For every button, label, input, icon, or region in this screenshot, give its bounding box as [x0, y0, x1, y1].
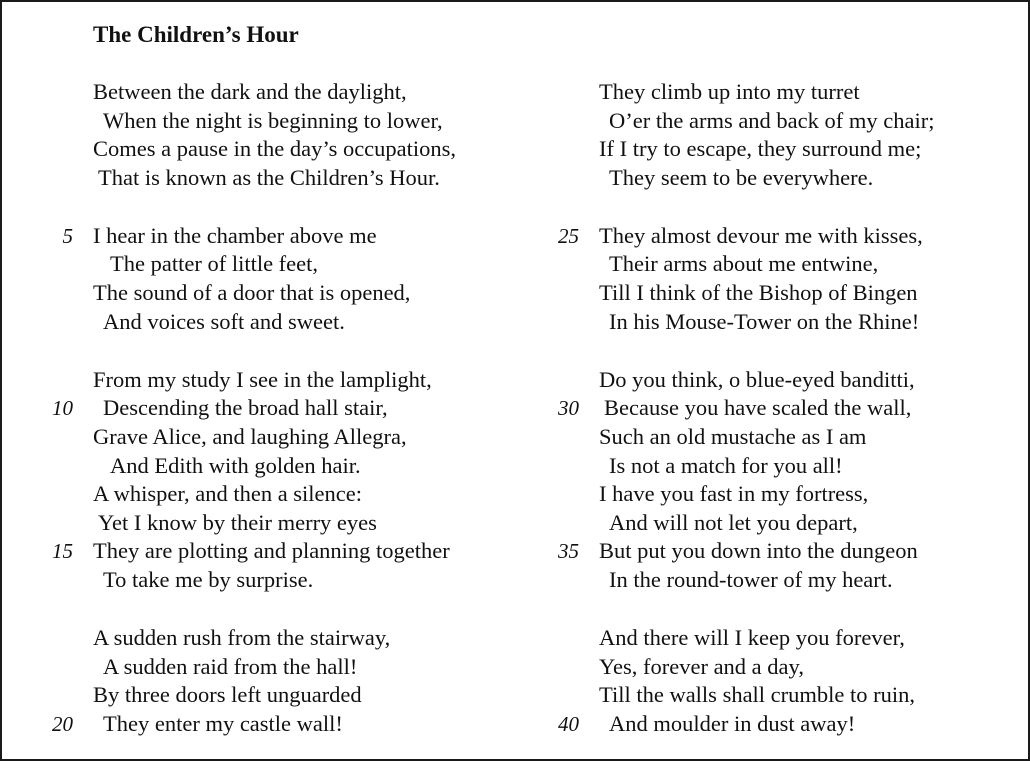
poem-line [558, 710, 935, 739]
line-text: Such an old mustache as I am [599, 423, 867, 449]
poem-line [52, 394, 456, 423]
poem-line [93, 423, 456, 452]
line-text: They are plotting and planning together [93, 538, 450, 564]
poem-title: The Children’s Hour [93, 22, 299, 47]
line-text: A sudden rush from the stairway, [93, 625, 391, 650]
line-text: By three doors left unguarded [93, 682, 362, 708]
poem-line [599, 308, 935, 337]
stanza [558, 624, 935, 738]
poem-line [93, 681, 456, 710]
poem-line [93, 653, 456, 682]
poem-line [558, 222, 935, 251]
line-text: The sound of a door that is opened, [93, 280, 411, 306]
poem-line [599, 566, 935, 595]
line-number: 25 [558, 223, 579, 248]
poem-line [599, 681, 935, 710]
line-number: 35 [558, 539, 579, 564]
line-text: Do you think, o blue-eyed banditti, [599, 366, 915, 392]
poem-line [93, 624, 456, 653]
stanza [599, 78, 935, 192]
poem-line [93, 480, 456, 509]
line-text: Is not a match for you all! [609, 452, 843, 478]
line-text: They seem to be everywhere. [609, 164, 874, 190]
poem-line [52, 537, 456, 566]
line-text: And moulder in dust away! [609, 710, 856, 736]
line-number: 15 [52, 539, 73, 564]
poem-line [93, 452, 456, 481]
poem-line [599, 366, 935, 395]
poem-line [93, 135, 456, 164]
stanza [93, 78, 456, 192]
line-text: Between the dark and the daylight, [93, 79, 407, 104]
line-number: 10 [52, 396, 73, 421]
line-text: And there will I keep you forever, [599, 625, 905, 650]
poem-line [599, 250, 935, 279]
poem-line [599, 423, 935, 452]
line-text: From my study I see in the lamplight, [93, 366, 432, 392]
line-text: Till I think of the Bishop of Bingen [599, 280, 918, 306]
poem-line [599, 653, 935, 682]
line-text: I hear in the chamber above me [93, 222, 377, 248]
poem-line [599, 135, 935, 164]
line-number: 40 [558, 711, 579, 736]
stanza [558, 222, 935, 336]
line-text: But put you down into the dungeon [599, 538, 918, 564]
line-text: In the round-tower of my heart. [609, 566, 893, 592]
line-text: That is known as the Children’s Hour. [98, 164, 440, 190]
line-text: They almost devour me with kisses, [599, 222, 923, 248]
left-column [52, 78, 457, 768]
poem-line [52, 710, 456, 739]
line-text: They enter my castle wall! [103, 710, 343, 736]
stanza [52, 366, 456, 595]
line-text: Till the walls shall crumble to ruin, [599, 682, 916, 708]
poem-line [93, 566, 456, 595]
poem-line [599, 107, 935, 136]
poem-line [599, 452, 935, 481]
line-text: Comes a pause in the day’s occupations, [93, 136, 457, 162]
poem-line [558, 537, 935, 566]
poem-line [93, 509, 456, 538]
line-text: And will not let you depart, [609, 509, 858, 535]
line-text: Their arms about me entwine, [609, 251, 879, 277]
poem-line [599, 78, 935, 107]
poem-line [62, 222, 456, 251]
poem-line [93, 107, 456, 136]
line-text: O’er the arms and back of my chair; [609, 107, 935, 133]
line-text: A sudden raid from the hall! [103, 653, 358, 679]
line-number: 30 [558, 396, 579, 421]
poem-line [599, 624, 935, 653]
line-text: Because you have scaled the wall, [604, 395, 912, 421]
poem-line [599, 164, 935, 193]
poem-line [93, 308, 456, 337]
stanza [52, 624, 456, 738]
poem-line [599, 509, 935, 538]
line-number: 20 [52, 711, 73, 736]
line-text: The patter of little feet, [110, 251, 319, 277]
line-text: Yes, forever and a day, [599, 653, 804, 679]
poem-line [93, 279, 456, 308]
poem-line [93, 250, 456, 279]
line-text: They climb up into my turret [599, 79, 860, 104]
line-number: 5 [62, 223, 73, 248]
right-column [558, 78, 935, 768]
line-text: Descending the broad hall stair, [103, 395, 388, 421]
line-text: If I try to escape, they surround me; [599, 136, 922, 162]
poem-line [558, 394, 935, 423]
line-text: And Edith with golden hair. [110, 452, 361, 478]
line-text: A whisper, and then a silence: [93, 481, 363, 507]
line-text: Yet I know by their merry eyes [98, 509, 377, 535]
stanza [62, 222, 456, 336]
line-text: And voices soft and sweet. [103, 308, 345, 334]
line-text: When the night is beginning to lower, [103, 107, 443, 133]
line-text: Grave Alice, and laughing Allegra, [93, 423, 407, 449]
line-text: I have you fast in my fortress, [599, 481, 869, 507]
stanza [558, 366, 935, 595]
poem-line [599, 480, 935, 509]
line-text: To take me by surprise. [103, 566, 314, 592]
line-text: In his Mouse-Tower on the Rhine! [609, 308, 920, 334]
poem-line [599, 279, 935, 308]
poem-line [93, 366, 456, 395]
poem-line [93, 164, 456, 193]
poem-line [93, 78, 456, 107]
